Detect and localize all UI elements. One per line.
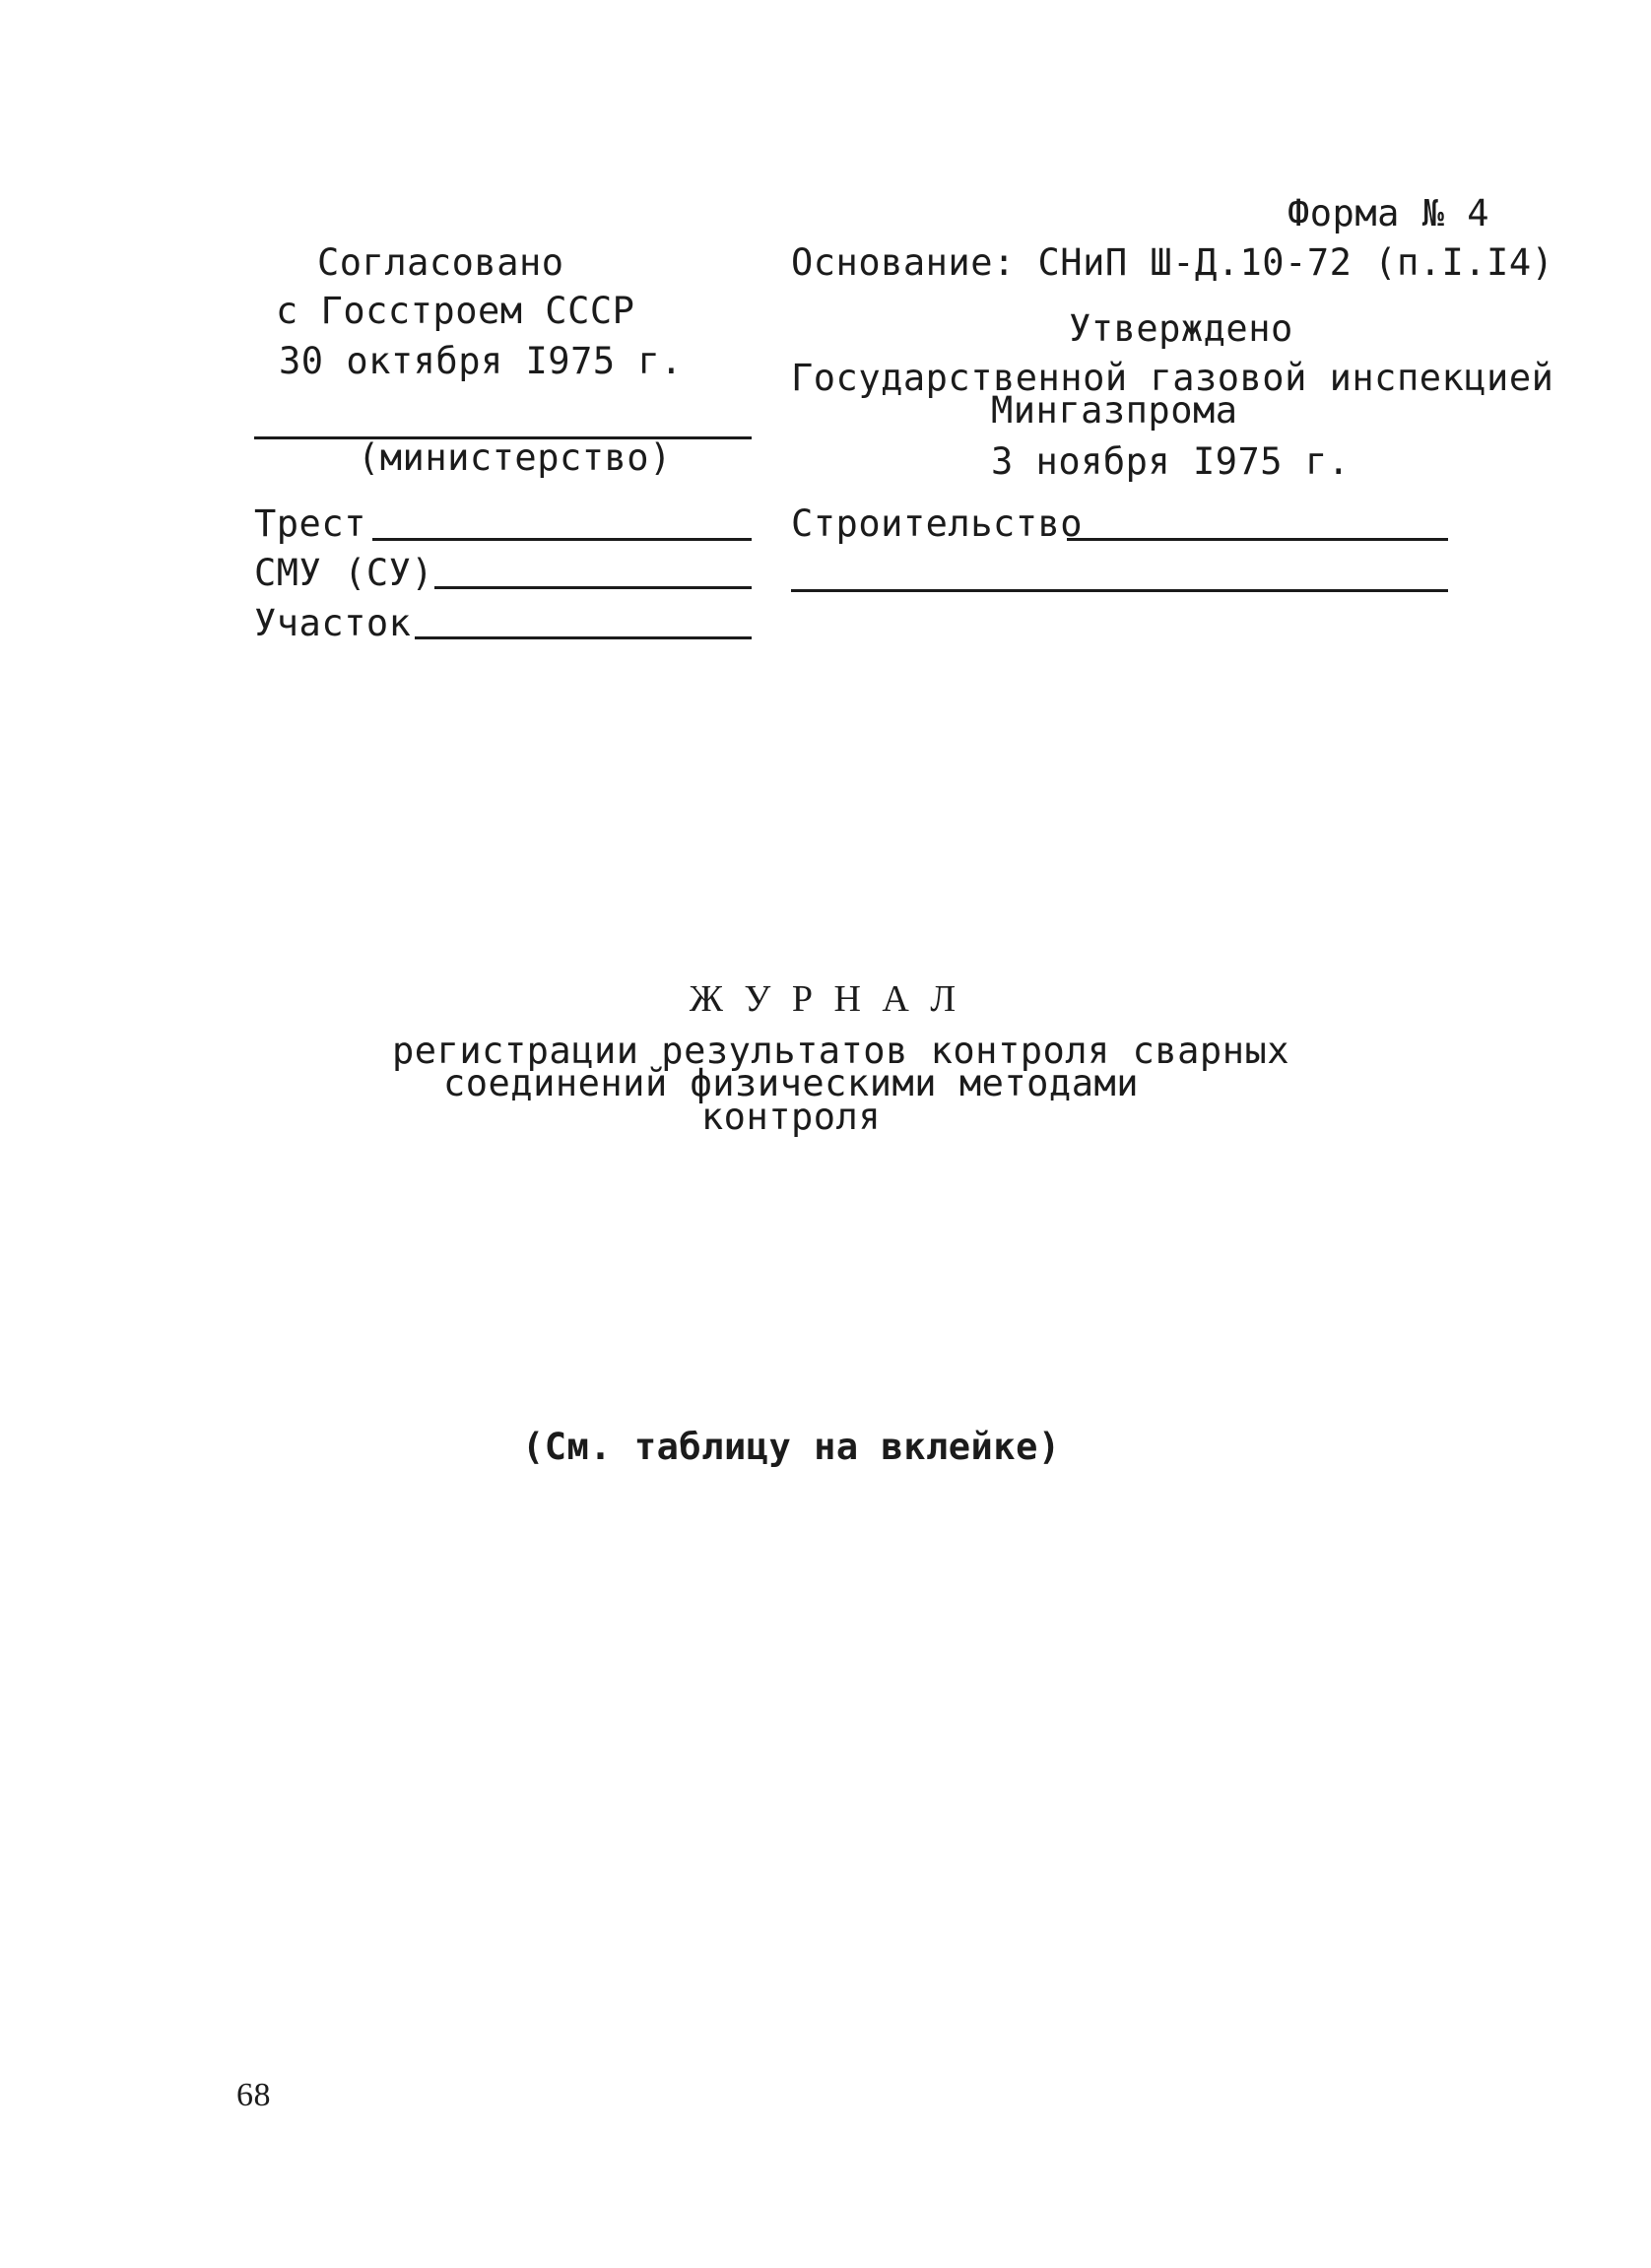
section-label: Участок <box>254 602 412 644</box>
construction-field-line-2[interactable] <box>791 589 1448 592</box>
agreed-label: Согласовано <box>317 241 564 284</box>
basis-reference: Основание: СНиП Ш-Д.10-72 (п.I.I4) <box>791 241 1554 284</box>
journal-subtitle-line2: соединений физическими методами <box>442 1062 1140 1104</box>
approved-by-inspection: Государственной газовой инспекцией <box>791 357 1554 399</box>
agreed-with-gosstroy: с Госстроем СССР <box>276 290 635 332</box>
construction-field-line[interactable] <box>1067 538 1448 541</box>
approved-by-ministry: Мингазпрома <box>991 389 1238 432</box>
construction-label: Строительство <box>791 502 1084 545</box>
trust-label: Трест <box>254 502 366 545</box>
trust-field-line[interactable] <box>372 538 752 541</box>
approved-label: Утверждено <box>1069 307 1293 350</box>
smu-label: СМУ (СУ) <box>254 552 434 594</box>
journal-subtitle-line1: регистрации результатов контроля сварных <box>392 1030 1290 1072</box>
form-number: Форма № 4 <box>1288 192 1489 234</box>
page-number: 68 <box>236 2077 271 2113</box>
approved-date: 3 ноября I975 г. <box>991 440 1351 483</box>
journal-subtitle-line3: контроля <box>700 1096 882 1138</box>
smu-field-line[interactable] <box>434 586 752 589</box>
journal-title: Ж У Р Н А Л <box>689 978 962 1020</box>
ministry-caption: (министерство) <box>358 436 672 479</box>
agreed-date: 30 октября I975 г. <box>279 340 683 382</box>
section-field-line[interactable] <box>415 636 752 639</box>
table-insert-note: (См. таблицу на вклейке) <box>522 1426 1061 1468</box>
